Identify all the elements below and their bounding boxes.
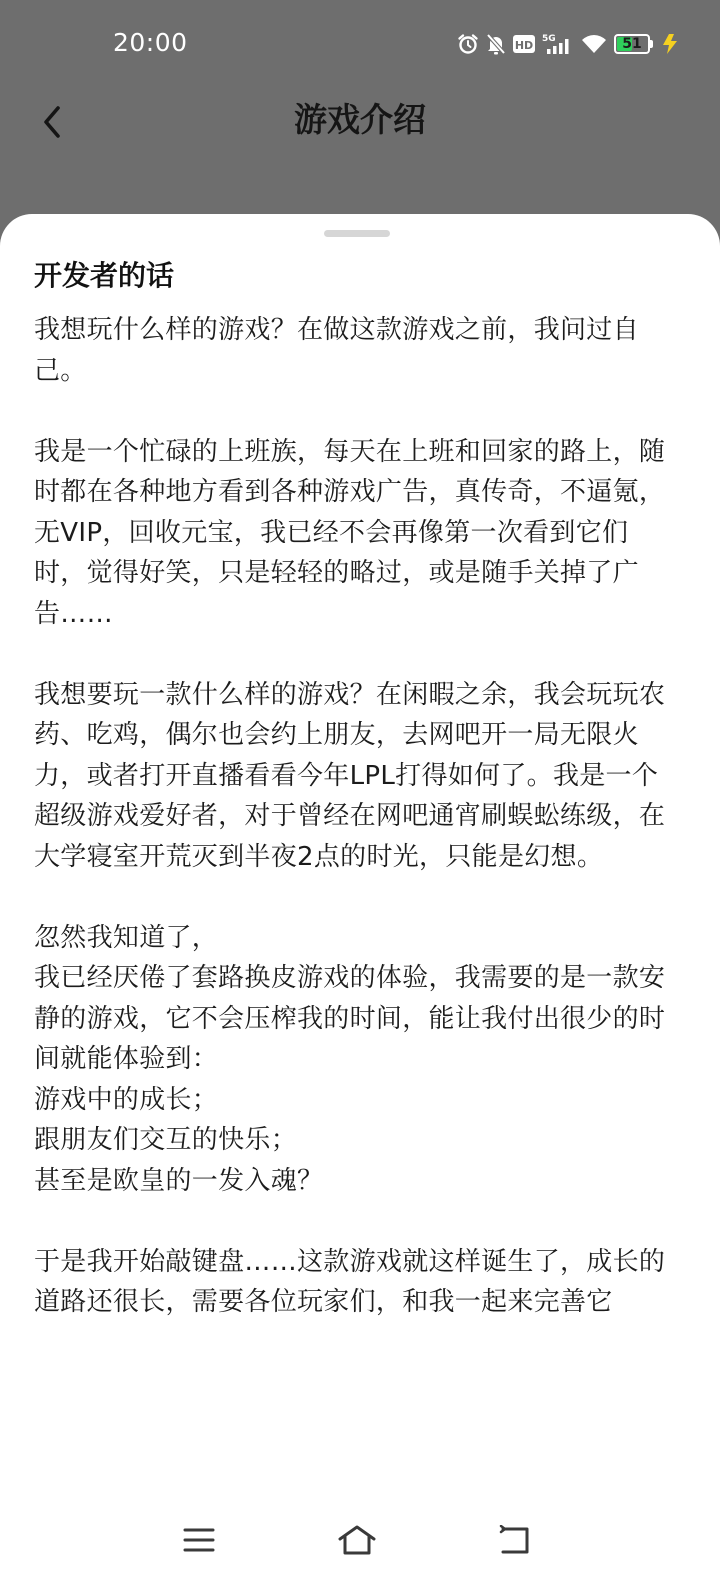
status-bar bbox=[0, 0, 720, 88]
status-time: 20:00 bbox=[113, 28, 188, 57]
game-intro-sheet[interactable] bbox=[0, 214, 720, 1584]
charging-icon bbox=[660, 33, 680, 55]
page-title: 游戏介绍 bbox=[294, 100, 426, 139]
signal-icon bbox=[542, 32, 574, 56]
battery-level: 51 bbox=[622, 36, 642, 52]
header bbox=[0, 88, 720, 208]
nav-home-button[interactable] bbox=[333, 1518, 381, 1562]
menu-icon bbox=[182, 1526, 216, 1554]
hd-label: HD bbox=[514, 39, 534, 52]
section-title: 开发者的话 bbox=[34, 259, 175, 292]
sheet-drag-handle[interactable] bbox=[324, 230, 390, 237]
back-icon bbox=[497, 1525, 533, 1555]
status-icons bbox=[457, 31, 680, 57]
wifi-icon bbox=[581, 34, 607, 54]
battery-icon bbox=[614, 34, 650, 54]
navigation-bar bbox=[0, 1500, 720, 1584]
mute-icon bbox=[486, 33, 506, 55]
nav-menu-button[interactable] bbox=[175, 1518, 223, 1562]
network-type-label: 5G bbox=[542, 34, 556, 44]
nav-back-button[interactable] bbox=[491, 1518, 539, 1562]
developer-notes-text: 我想玩什么样的游戏？在做这款游戏之前，我问过自己。 我是一个忙碌的上班族，每天在上班和回家的路上，随时都在各种地方看到各种游戏广告，真传奇，不逼氪，无VIP，回收元宝，我已经不会再像第一次看到它们时，觉得好笑，只是轻轻的略过，或是随手关掉了广告…… 我想要玩一款什么样的游戏？在闲暇之余，我会玩玩农药、吃鸡，偶尔也会约上朋友，去网吧开一局无限火力，或者打开直播看看今年LPL打得如何了。我是一个超级游戏爱好者，对于曾经在网吧通宵刷蜈蚣练级，在大学寝室开荒灭到半夜2点的时光，只能是幻想。 忽然我知道了， 我已经厌倦了套路换皮游戏的体验，我需要的是一款安静的游戏，它不会压榨我的时间，能让我付出很少的时间就能体验到： 游戏中的成长； 跟朋友们交互的快乐； 甚至是欧皇的一发入魂？ 于是我开始敲键盘……这款游戏就这样诞生了，成长的道路还很长，需要各位玩家们，和我一起来完善它 bbox=[34, 315, 666, 1317]
alarm-icon bbox=[457, 33, 479, 55]
battery-cap bbox=[650, 40, 653, 48]
home-icon bbox=[337, 1524, 377, 1556]
hd-icon bbox=[513, 34, 535, 54]
